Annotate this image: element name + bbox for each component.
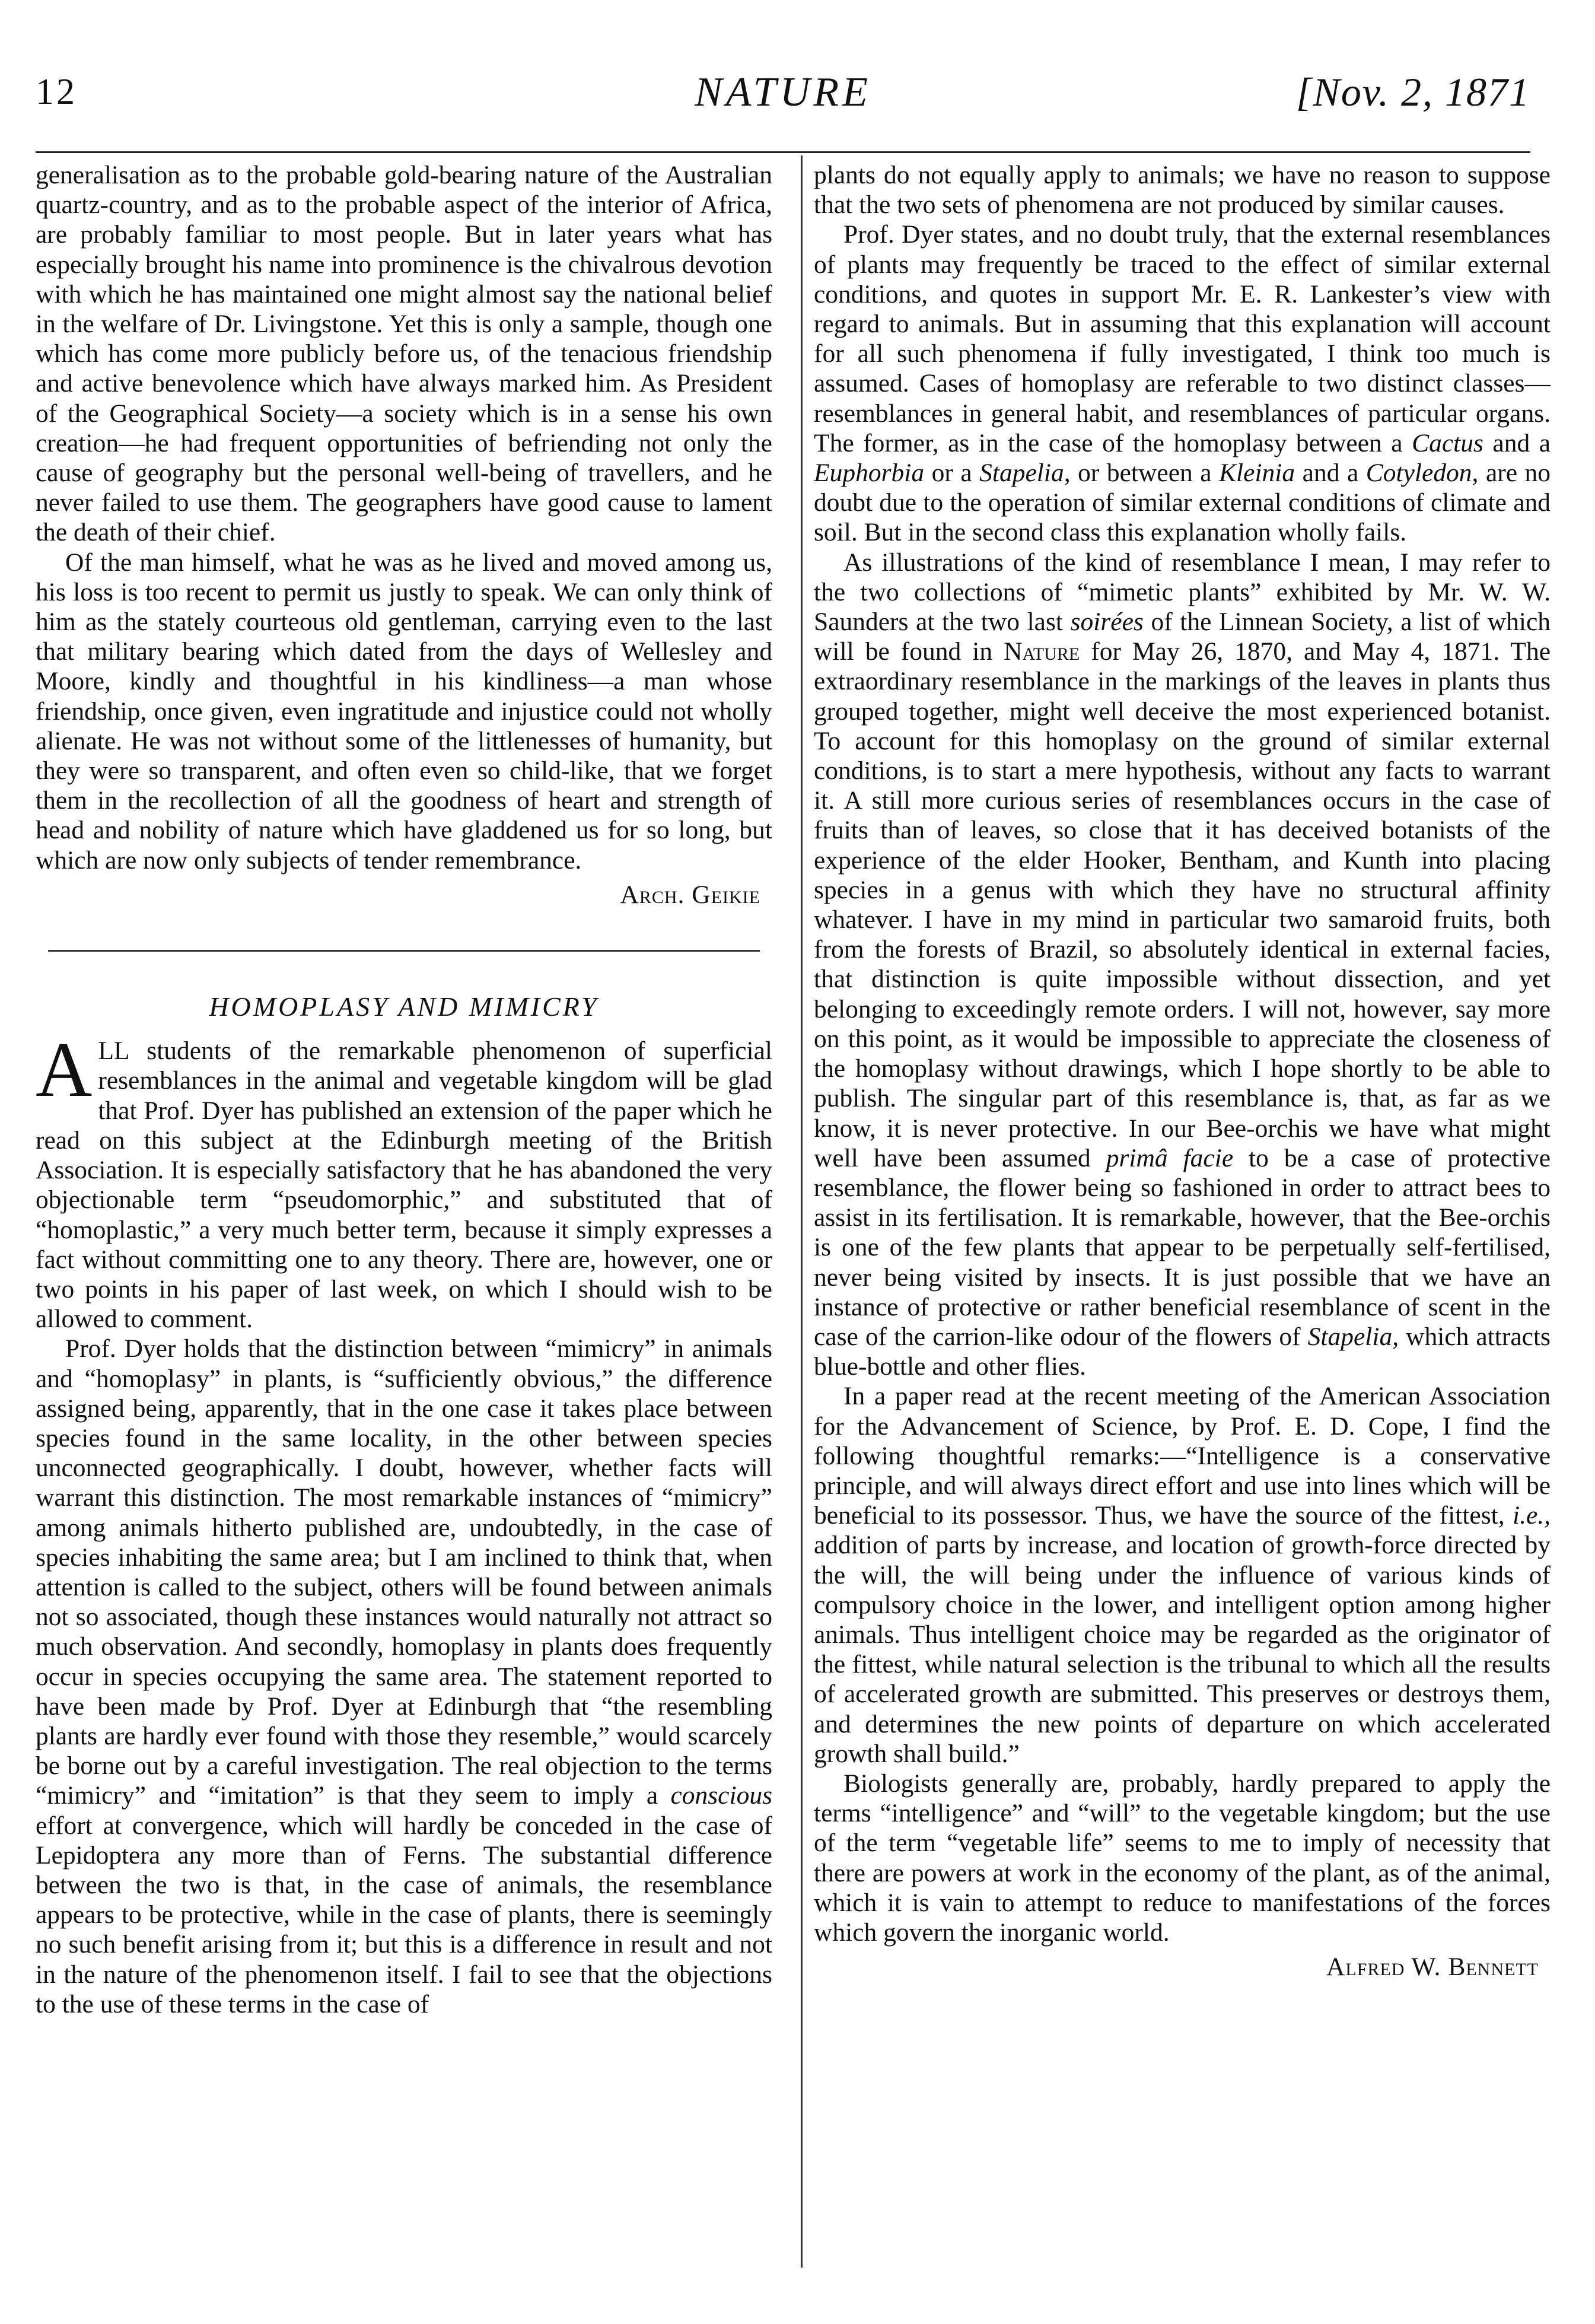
article-paragraph-5 (814, 548, 1551, 1382)
italic-term: i.e., (1512, 1501, 1551, 1530)
section-rule (48, 950, 760, 952)
article-paragraph-7: Biologists generally are, probably, hardly prepared to apply the terms “intelligence” and “will” to the vegetable kingdom; but the use of the term “vegetable life” seems to me to imply of necessity that there are powers at work in the economy of the plant, as of the animal, which it is vain to attempt to reduce to manifestations of the forces which govern the inorganic world. (814, 1769, 1551, 1947)
page-header (36, 71, 1530, 142)
article-paragraph-6 (814, 1381, 1551, 1769)
text-run: Prof. Dyer holds that the distinction between “mimicry” in animals and “homoplasy” in plants, is “sufficiently obvious,” the difference assigned being, apparently, that in the one case it takes place between species found in the same locality, in the other between species unconnected geographically. I doubt, however, whether facts will warrant this distinction. The most remarkable instances of “mimicry” among animals hitherto published are, undoubtedly, in the case of species inhabiting the same area; but I am inclined to think that, when attention is called to the subject, others will be found between animals not so associated, though these instances would naturally not attract so much observation. And secondly, homoplasy in plants does frequently occur in species occupying the same area. The statement reported to have been made by Prof. Dyer at Edinburgh that “the resembling plants are hardly ever found with those they resemble,” would scarcely be borne out by a careful investigation. The real objection to the terms “mimicry” and “imitation” is that they seem to imply a (36, 1334, 772, 1810)
text-run: are no doubt due to the operation of similar external conditions of climate and soil. But in the second class this explanation wholly fails. (814, 459, 1551, 547)
text-run: As illustrations of the kind of resemblance I mean, I may refer to the two collections of “mimetic plants” exhibited by Mr. W. W. Saunders at the two last (814, 548, 1551, 637)
italic-term: primâ facie (1106, 1143, 1234, 1172)
genus-name: Euphorbia (814, 459, 925, 488)
obituary-paragraph-2: Of the man himself, what he was as he lived and moved among us, his loss is too recent to permit us justly to speak. We can only think of him as the stately courteous old gentleman, carrying even to the last that military bearing which dated from the days of Wellesley and Moore, kindly and thoughtful in his kindliness—a man whose friendship, once given, even ingratitude and injustice could not wholly alienate. He was not without some of the littlenesses of humanity, but they were so transparent, and often even so child-like, that we forget them in the recollection of all the goodness of heart and strength of head and nobility of nature which have gladdened us for so long, but which are now only subjects of tender remembrance. (36, 548, 772, 875)
article-title: HOMOPLASY AND MIMICRY (209, 991, 599, 1022)
right-column (814, 160, 1551, 1982)
text-run: effort at convergence, which will hardly be conceded in the case of Lepidoptera any more than of Ferns. The substantial difference between the two is that, in the case of animals, the resemblance appears to be protective, while in the case of plants, there is seemingly no such benefit arising from it; but this is a difference in result and not in the nature of the phenomenon itself. I fail to see that the objections to the use of these terms in the case of (36, 1811, 772, 2018)
article-paragraph-3: plants do not equally apply to animals; we have no reason to suppose that the two sets of phenomena are not produced by similar causes. (814, 161, 1551, 220)
genus-name: Cactus (1412, 428, 1483, 457)
text-run: or between a (1078, 459, 1212, 488)
left-column (36, 160, 772, 2019)
article-paragraph-1 (36, 1026, 772, 1334)
text-run: In a paper read at the recent meeting of the American Association for the Advancement of Science, by Prof. E. D. Cope, I find the following thoughtful remarks:—“Intelligence is a conservative principle, and will always direct effort and use into lines which will be beneficial to its possessor. Thus, we have the source of the fittest, (814, 1382, 1551, 1530)
obituary-paragraph-1: generalisation as to the probable gold-bearing nature of the Australian quartz-country, and as to the probable aspect of the interior of Africa, are probably familiar to most people. But in later years what has especially brought his name into prominence is the chivalrous devotion with which he has maintained one might almost say the national belief in the welfare of Dr. Livingstone. Yet this is only a sample, though one which has come more publicly before us, of the tenacious friendship and active benevolence which have always marked him. As President of the Geographical Society—a society which is in a sense his own creation—he had frequent opportunities of befriending not only the cause of geography but the personal well-being of travellers, and he never failed to use them. The geographers have good cause to lament the death of their chief. (36, 161, 772, 547)
italic-term: conscious (670, 1781, 772, 1810)
italic-term: soirées (1070, 608, 1144, 637)
article-signature: Alfred W. Bennett (1326, 1953, 1539, 1982)
text-run: and a (1302, 459, 1359, 488)
journal-title: NATURE (695, 69, 871, 115)
genus-name: Cotyledon, (1365, 459, 1479, 488)
header-rule (36, 151, 1530, 153)
page-number: 12 (36, 72, 77, 112)
article-paragraph-1-text: LL students of the remarkable phenomenon of superficial resemblances in the animal and vegetable kingdom will be glad that Prof. Dyer has published an extension of the paper which he read on this subject at the Edinburgh meeting of the British Association. It is especially satisfactory that he has abandoned the very objectionable term “pseudomorphic,” and substituted that of “homoplastic,” a very much better term, because it simply expresses a fact without committing one to any theory. There are, however, one or two points in his paper of last week, on which I should wish to be allowed to comment. (36, 1037, 772, 1334)
issue-date: [Nov. 2, 1871 (1296, 69, 1530, 115)
column-divider (801, 155, 803, 2268)
text-run: for May 26, 1870, and May 4, 1871. The extraordinary resemblance in the markings of the leaves in plants thus grouped together, might well deceive the most experienced botanist. To account for this homoplasy on the ground of similar external conditions, is to start a mere hypothesis, without any facts to warrant it. A still more curious series of resemblances occurs in the case of fruits than of leaves, so close that it has deceived botanists of the experience of the elder Hooker, Bentham, and Kunth into placing species in a genus with which they have no structural affinity whatever. I have in my mind in particular two samaroid fruits, both from the forests of Brazil, so absolutely identical in external facies, that distinction is quite impossible without dissection, and yet belonging to exceedingly remote orders. I will not, however, say more on this point, as it would be impossible to appreciate the closeness of the homoplasy without drawings, which I hope shortly to be able to publish. The singular part of this resemblance is, that, as far as we know, it is never protective. In our Bee-orchis we have what might well have been assumed (814, 637, 1551, 1172)
text-run: or a (931, 459, 972, 488)
journal-reference: Nature (1004, 637, 1080, 666)
text-run: to be a case of protective resemblance, the flower being so fashioned in order to attract bees to assist in its fertilisation. It is remarkable, however, that the Bee-orchis is one of the few plants that appear to be perpetually self-fertilised, never being visited by insects. It is just possible that we have an instance of protective or rather beneficial resemblance of scent in the case of the carrion-like odour of the flowers of (814, 1143, 1551, 1351)
text-run: Prof. Dyer states, and no doubt truly, that the external resemblances of plants may frequently be traced to the effect of similar external conditions, and quotes in support Mr. E. R. Lankester’s view with regard to animals. But in assuming that this explanation will account for all such phenomena if fully investigated, I think too much is assumed. Cases of homoplasy are referable to two distinct classes—resemblances in general habit, and resemblances of particular organs. The former, as in the case of the homoplasy between a (814, 220, 1551, 457)
genus-name: Stapelia, (979, 459, 1071, 488)
article-paragraph-4 (814, 220, 1551, 547)
text-run: and a (1492, 428, 1551, 457)
text-run: of the Linnean Society, a list of which will be found in (814, 608, 1551, 666)
article-paragraph-2 (36, 1334, 772, 2019)
genus-name: Stapelia, (1307, 1322, 1399, 1351)
genus-name: Kleinia (1219, 459, 1295, 488)
obituary-signature: Arch. Geikie (620, 880, 760, 909)
text-run: addition of parts by increase, and location of growth-force directed by the will, the will being under the influence of various kinds of compulsory choice in the lower, and intelligent option among higher animals. Thus intelligent choice may be regarded as the originator of the fittest, while natural selection is the tribunal to which all the results of accelerated growth are submitted. This preserves or destroys them, and determines the new points of departure on which accelerated growth shall build.” (814, 1531, 1551, 1768)
text-run: which attracts blue-bottle and other flies. (814, 1322, 1551, 1381)
drop-cap: A (36, 1026, 93, 1114)
